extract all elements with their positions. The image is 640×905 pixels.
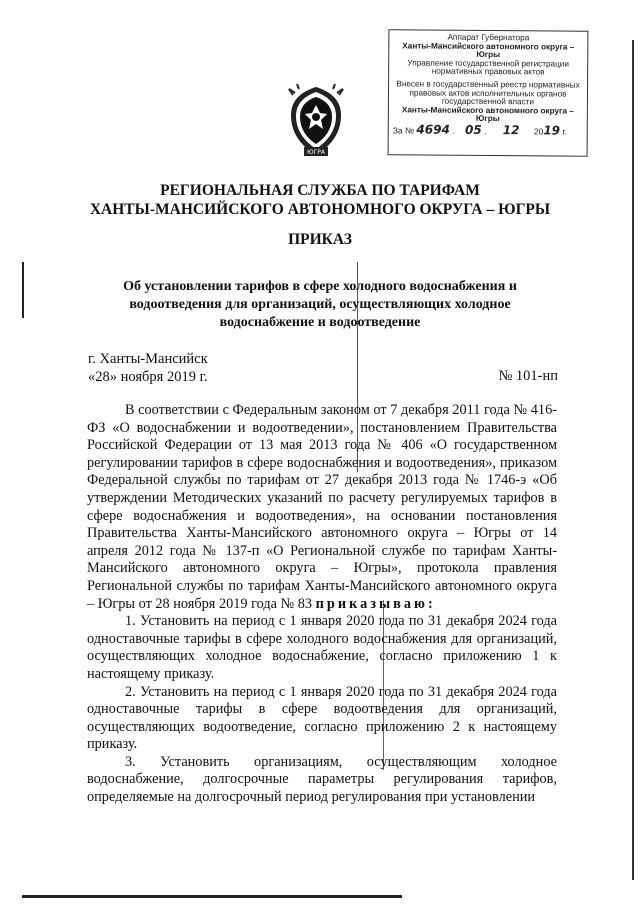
place-and-date [88,350,208,386]
order-body [87,402,557,807]
stamp-line: Внесен в государственный реестр нормативных [396,79,580,90]
stamp-line: государственной власти [441,96,535,107]
stamp-reg-number: 4694 [416,122,450,137]
stamp-registration-line [392,122,583,138]
stamp-line: Управление государственной регистрации [407,58,569,69]
stamp-reg-month: 12 [502,123,520,138]
stamp-line: правовых актов исполнительных органов [409,88,567,99]
item-2-paragraph: 2. Установить на период с 1 января 2020 года по 31 декабря 2024 года одноставочные тарифы в сфере водоотведения для организаций, осуществляющих водоотведение, согласно приложению 2 к настоящему приказу. [87,683,557,753]
scan-artifact-bottom [22,895,402,898]
document-type-title: ПРИКАЗ [288,231,352,248]
stamp-line: Ханты-Мансийского автономного округа – Югры [402,40,575,60]
stamp-dots: . [484,125,487,136]
subject-line-2: водоотведения для организаций, осуществляющих холодное [129,297,511,312]
stamp-reg-day: 05 [464,122,482,137]
order-word: приказываю: [315,595,436,612]
stamp-line: Ханты-Мансийского автономного округа – Югры [401,105,574,124]
stamp-reg-year-prefix: 20 [533,126,544,137]
subject-line-3: водоснабжение и водоотведение [219,315,421,330]
stamp-reg-suffix: г. [562,126,567,137]
order-date: «28» ноября 2019 г. [88,369,208,385]
organization-title [0,181,640,219]
scan-artifact-left [22,262,24,318]
item-3-paragraph: 3. Установить организациям, осуществляющим холодное водоснабжение, долгосрочные параметры регулирования тарифов, определяемые на долгосрочный период регулирования при установлении [87,753,557,806]
stamp-line: нормативных правовых актов [431,66,545,77]
stamp-line: Аппарат Губернатора [447,32,530,43]
stamp-reg-prefix: За № [392,125,415,136]
item-1-paragraph: 1. Установить на период с 1 января 2020 года по 31 декабря 2024 года одноставочные тарифы в сфере холодного водоснабжения для организаций, осуществляющих холодное водоснабжение, согласно приложению 1 к настоящему приказу. [87,613,557,682]
coat-of-arms-icon [285,83,347,159]
preamble-paragraph [87,402,557,613]
preamble-text: В соответствии с Федеральным законом от 7 декабря 2011 года № 416-ФЗ «О водоснабжении и водоотведении», постановлением Правительства Российской Федерации от 13 мая 2013 года № 406 «О государственном регулировании тарифов в сфере водоснабжения и водоотведения», приказом Федеральной службы по тарифам от 27 декабря 2013 года № 1746-э «Об утверждении Методических указаний по расчету регулируемых тарифов в сфере водоснабжения и водоотведения», на основании постановления Правительства Ханты-Мансийского автономного округа – Югры от 14 апреля 2012 года № 137-п «О Региональной службе по тарифам Ханты-Мансийского автономного округа – Югры», протокола правления Региональной службы по тарифам Ханты-Мансийского автономного округа – Югры от 28 ноября 2019 года № 83 [87,402,557,612]
org-title-line-1: РЕГИОНАЛЬНАЯ СЛУЖБА ПО ТАРИФАМ [160,182,480,199]
order-number: № 101-нп [498,368,558,384]
city: г. Ханты-Мансийск [88,351,208,367]
org-title-line-2: ХАНТЫ-МАНСИЙСКОГО АВТОНОМНОГО ОКРУГА – ЮГРЫ [89,201,551,218]
stamp-dots: . [452,125,455,136]
order-subject [100,278,540,332]
registration-stamp [388,29,589,156]
emblem-caption: ЮГРА [307,149,325,156]
subject-line-1: Об установлении тарифов в сфере холодного водоснабжения и [123,279,517,294]
stamp-reg-year: 19 [543,123,561,138]
scan-artifact-right-edge [632,40,634,880]
